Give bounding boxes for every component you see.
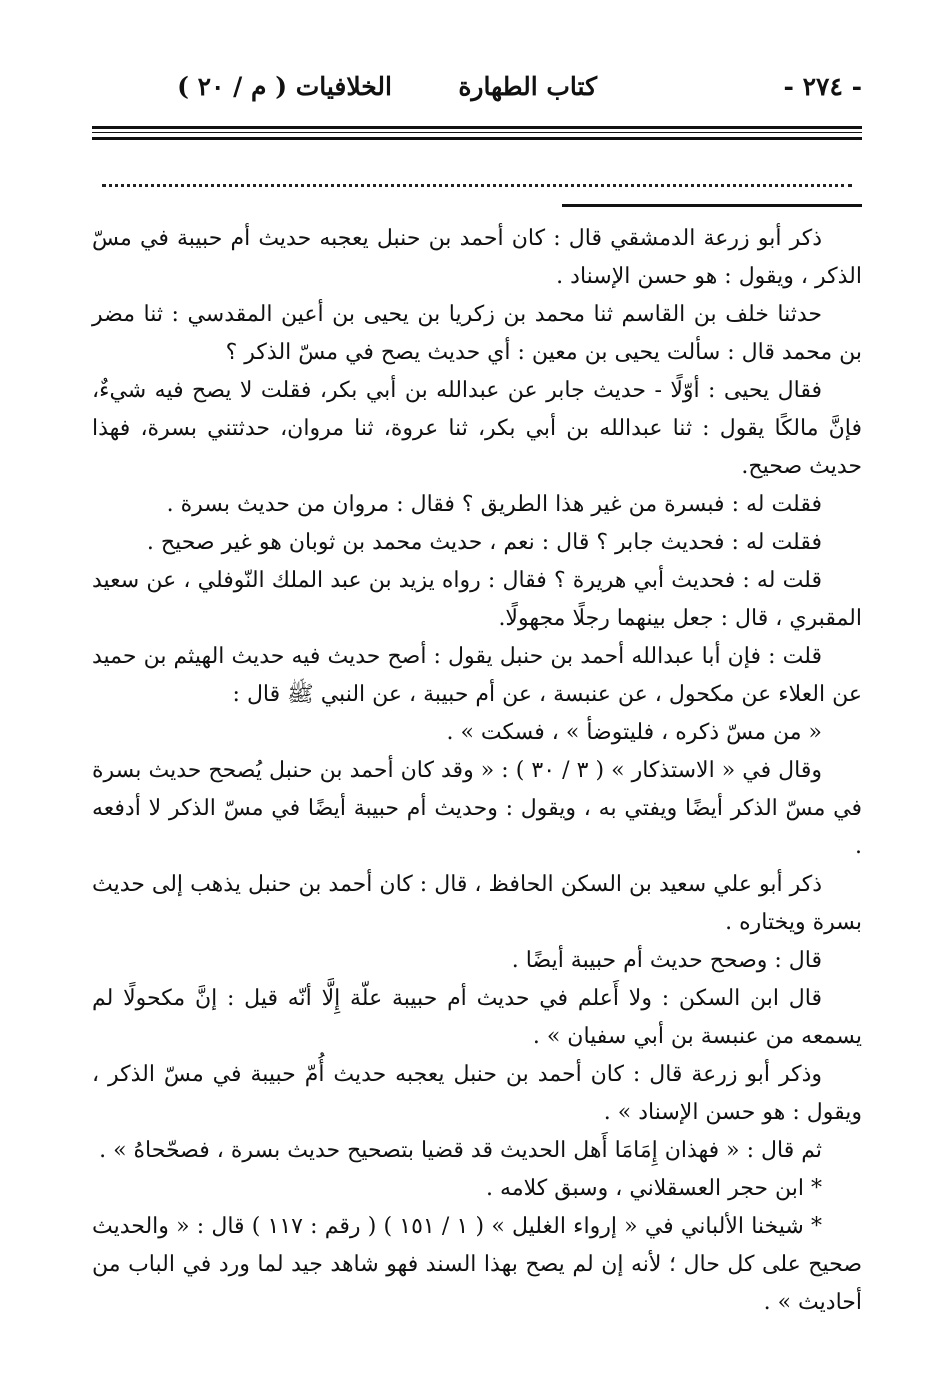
paragraph: فقال يحيى : أوّلًا - حديث جابر عن عبدالله بن أبي بكر، فقلت لا يصح فيه شيءٌ، فإنَّ مالكًا يقول : ثنا عبدالله بن أبي بكر، ثنا عروة، ثنا مروان، حدثتني بسرة، فهذا حديث صحيح.	[92, 378, 862, 479]
page-number: - ٢٧٤ -	[783, 72, 862, 101]
paragraph: قال : وصحح حديث أم حبيبة أيضًا .	[511, 948, 822, 973]
paragraph: وقال في « الاستذكار » ( ٣ / ٣٠ ) : « وقد كان أحمد بن حنبل يُصحح حديث بسرة في مسّ الذكر أيضًا ويفتي به ، ويقول : وحديث أم حبيبة أيضًا في مسّ الذكر لا أدفعه .	[92, 758, 862, 859]
body-text	[92, 220, 862, 1322]
paragraph: حدثنا خلف بن القاسم ثنا محمد بن زكريا بن يحيى بن أعين المقدسي : ثنا مضر بن محمد قال : سألت يحيى بن معين : أي حديث يصح في مسّ الذكر ؟	[92, 302, 862, 365]
bullet-item: * ابن حجر العسقلاني ، وسبق كلامه .	[486, 1176, 822, 1201]
paragraph: ثم قال : « فهذان إِمَامَا أَهل الحديث قد قضيا بتصحيح حديث بسرة ، فصحّحاهُ » .	[99, 1138, 822, 1163]
paragraph: فقلت له : فبسرة من غير هذا الطريق ؟ فقال : مروان من حديث بسرة .	[166, 492, 822, 517]
paragraph: قلت : فإن أبا عبدالله أحمد بن حنبل يقول : أصح حديث فيه حديث الهيثم بن حميد عن العلاء عن مكحول ، عن عنبسة ، عن أم حبيبة ، عن النبي ﷺ قال :	[92, 644, 862, 707]
paragraph: وذكر أبو زرعة قال : كان أحمد بن حنبل يعجبه حديث أُمّ حبيبة في مسّ الذكر ، ويقول : هو حسن الإسناد » .	[92, 1062, 862, 1125]
header-rule-middle	[92, 132, 862, 133]
dotted-separator	[102, 168, 852, 187]
paragraph: فقلت له : فحديث جابر ؟ قال : نعم ، حديث محمد بن ثوبان هو غير صحيح .	[146, 530, 822, 555]
book-title: كتاب الطهارة	[458, 72, 597, 101]
paragraph: قلت له : فحديث أبي هريرة ؟ فقال : رواه يزيد بن عبد الملك النّوفلي ، عن سعيد المقبري ، قال : جعل بينهما رجلًا مجهولًا.	[92, 568, 862, 631]
bullet-item: * شيخنا الألباني في « إرواء الغليل » ( ١ / ١٥١ ) ( رقم : ١١٧ ) قال : « والحديث صحيح على كل حال ؛ لأنه إن لم يصح بهذا السند فهو شاهد جيد لما ورد في الباب من أحاديث » .	[92, 1214, 862, 1315]
section-marker: الخلافيات ( م / ٢٠ )	[177, 72, 392, 101]
running-header	[92, 62, 862, 110]
footnote-rule	[562, 204, 862, 207]
quoted-hadith: « من مسّ ذكره ، فليتوضأ » ، فسكت » .	[446, 720, 822, 745]
paragraph: ذكر أبو علي سعيد بن السكن الحافظ ، قال : كان أحمد بن حنبل يذهب إلى حديث بسرة ويختاره .	[92, 872, 862, 935]
paragraph: ذكر أبو زرعة الدمشقي قال : كان أحمد بن حنبل يعجبه حديث أم حبيبة في مسّ الذكر ، ويقول : هو حسن الإسناد .	[92, 226, 862, 289]
header-rule-top	[92, 126, 862, 129]
paragraph: قال ابن السكن : ولا أَعلم في حديث أم حبيبة علّة إِلَّا أنّه قيل : إنَّ مكحولًا لم يسمعه من عنبسة بن أبي سفيان » .	[92, 986, 862, 1049]
header-rule-bottom	[92, 137, 862, 140]
